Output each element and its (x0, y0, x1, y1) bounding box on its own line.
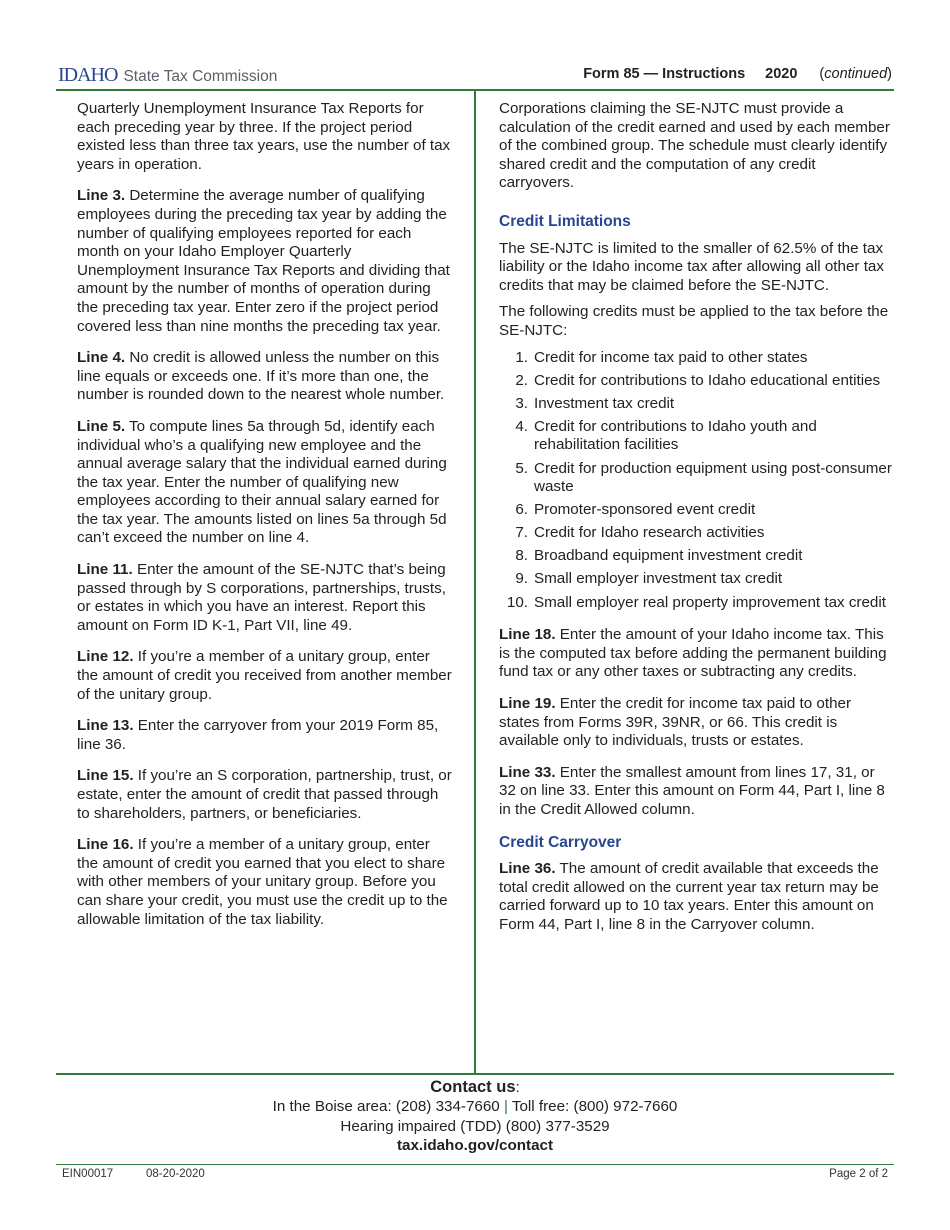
continued-note: (continued) (819, 66, 892, 82)
contact-title: Contact us: (430, 1078, 520, 1096)
contact-block (56, 1078, 894, 1155)
list-item: 1. Credit for income tax paid to other states (515, 348, 808, 366)
list-item: 4. Credit for contributions to Idaho youth and rehabilitation facilities (515, 417, 817, 454)
list-item: 6. Promoter-sponsored event credit (515, 501, 756, 519)
form-heading (583, 66, 892, 82)
list-item: 7. Credit for Idaho research activities (515, 524, 765, 542)
line-36-paragraph: Line 36. The amount of credit available that exceeds the total credit allowed on the current year tax return may be carried forward up to 10 tax years. Enter this amount on Form 44, Part I, line 8 in the Carryover column. (499, 860, 879, 933)
list-item: 9. Small employer investment tax credit (515, 570, 783, 588)
right-column (499, 100, 894, 947)
limitations-paragraph: The SE-NJTC is limited to the smaller of 62.5% of the tax liability or the Idaho income tax after allowing all other tax credits that may be claimed before the SE-NJTC. (499, 239, 884, 294)
line-15-paragraph: Line 15. If you’re an S corporation, partnership, trust, or estate, enter the amount of credit that passed through to shareholders, partners, or beneficiaries. (77, 767, 452, 822)
list-item: 5. Credit for production equipment using post-consumer waste (515, 459, 892, 496)
line-13-paragraph: Line 13. Enter the carryover from your 2019 Form 85, line 36. (77, 717, 439, 753)
line-3-paragraph: Line 3. Determine the average number of qualifying employees during the preceding tax year by adding the number of qualifying employees reported for each month on your Idaho Employer Quarterly Unemployment Insurance Tax Reports and dividing that amount by the number of months of operation during the preceding tax year. Enter zero if the project period covered less than nine months the preceding tax year. (77, 187, 450, 335)
form-year: 2020 (765, 66, 798, 82)
left-intro: Quarterly Unemployment Insurance Tax Reports for each preceding year by three. If the project period existed less than three tax years, use the number of tax years in operation. (77, 100, 451, 173)
logo-text: State Tax Commission (123, 68, 278, 85)
left-column (77, 100, 455, 942)
credit-carryover-heading: Credit Carryover (499, 833, 622, 851)
list-item: 3. Investment tax credit (515, 394, 675, 412)
line-4-paragraph: Line 4. No credit is allowed unless the number on this line equals or exceeds one. If it’s more than one, the number is rounded down to the nearest whole number. (77, 349, 445, 404)
form-code: EIN00017 (62, 1168, 114, 1180)
revision-date: 08-20-2020 (146, 1168, 205, 1180)
idaho-logo (58, 64, 277, 87)
footer-rule (56, 1164, 894, 1165)
line-19-paragraph: Line 19. Enter the credit for income tax paid to other states from Forms 39R, 39NR, or 66. This credit is available only to individuals, trusts or estates. (499, 694, 852, 750)
list-item: 8. Broadband equipment investment credit (515, 547, 803, 565)
contact-rule (56, 1073, 894, 1075)
logo-mark: IDAHO (58, 64, 118, 86)
column-divider (474, 91, 476, 1073)
line-16-paragraph: Line 16. If you’re a member of a unitary group, enter the amount of credit you earned that you elect to share with other members of your unitary group. Before you can share your credit, you must use the credit up to the allowable limitation of the tax liability. (77, 836, 448, 928)
line-11-paragraph: Line 11. Enter the amount of the SE-NJTC that’s being passed through by S corporations, partnerships, trusts, or estates in which you have an interest. Report this amount on Form ID K-1, Part VII, line 49. (77, 561, 446, 634)
list-item: 10. Small employer real property improvement tax credit (506, 593, 886, 611)
form-title: Form 85 — Instructions (583, 66, 746, 82)
contact-link[interactable]: tax.idaho.gov/contact (396, 1136, 554, 1154)
line-18-paragraph: Line 18. Enter the amount of your Idaho income tax. This is the computed tax before adding the permanent building fund tax or any other taxes or subtracting any credits. (499, 626, 887, 681)
credit-limitations-heading: Credit Limitations (499, 212, 631, 230)
page-header (56, 58, 894, 90)
contact-phones: In the Boise area: (208) 334-7660 | Toll free: (800) 972-7660 (272, 1098, 678, 1116)
credits-list (499, 349, 894, 613)
line-33-paragraph: Line 33. Enter the smallest amount from lines 17, 31, or 32 on line 33. Enter this amount on Form 44, Part I, line 8 in the Credit Allowed column. (499, 763, 885, 818)
contact-tdd: Hearing impaired (TDD) (800) 377-3529 (340, 1117, 610, 1135)
list-item: 2. Credit for contributions to Idaho educational entities (515, 371, 881, 389)
line-12-paragraph: Line 12. If you’re a member of a unitary group, enter the amount of credit you received from another member of the unitary group. (77, 648, 452, 703)
page-number: Page 2 of 2 (829, 1168, 888, 1180)
limitations-intro-list: The following credits must be applied to the tax before the SE-NJTC: (499, 303, 889, 339)
right-intro: Corporations claiming the SE-NJTC must provide a calculation of the credit earned and used by each member of the combined group. The schedule must clearly identify shared credit and the computation of any credit carryovers. (499, 100, 890, 192)
line-5-paragraph: Line 5. To compute lines 5a through 5d, identify each individual who’s a qualifying new employee and the annual average salary that the individual earned during the tax year. Enter the number of qualifying new employees according to their annual salary earned for the tax year. The amounts listed on lines 5a through 5d can’t exceed the number on line 4. (77, 417, 447, 547)
